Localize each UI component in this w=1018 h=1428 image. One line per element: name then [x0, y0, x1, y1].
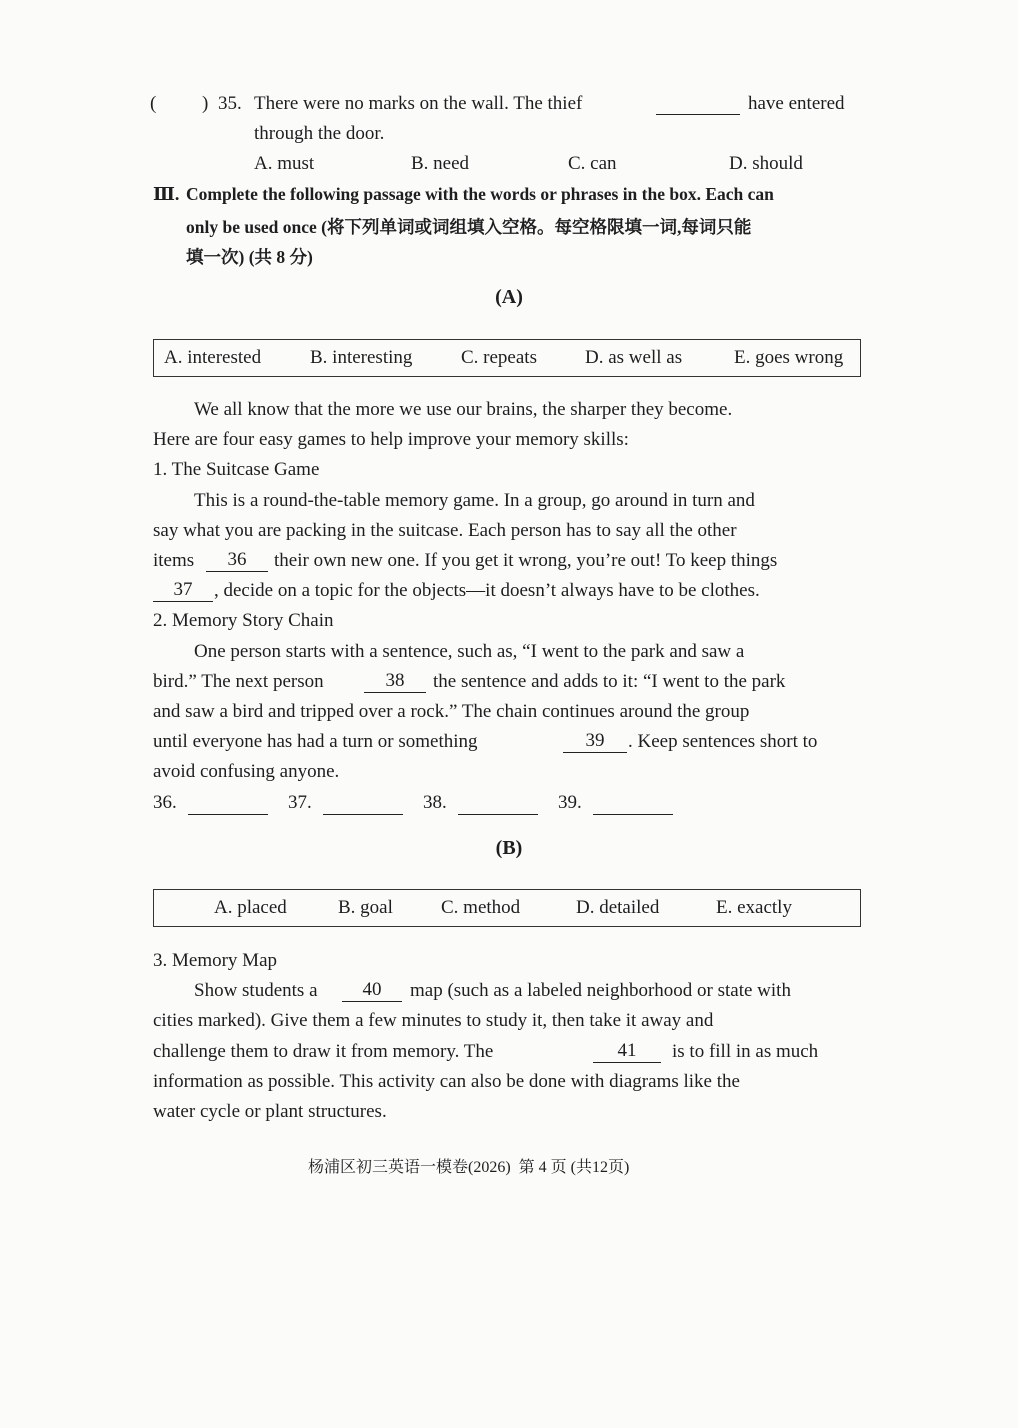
part-b-heading: (B) — [495, 837, 523, 859]
game3-line4: information as possible. This activity can also be done with diagrams like the — [153, 1071, 740, 1092]
question-35-text-end: have entered — [748, 93, 845, 114]
question-35-option-a: A. must — [254, 153, 315, 174]
game1-line2: say what you are packing in the suitcase. Each person has to say all the other — [153, 520, 737, 541]
game2-line2-end: the sentence and adds to it: “I went to the park — [433, 671, 786, 692]
part-a-word-box — [153, 339, 861, 377]
blank-41[interactable]: 41 — [593, 1041, 661, 1063]
answer-field-36[interactable] — [188, 792, 268, 815]
game1-line1: This is a round-the-table memory game. In a group, go around in turn and — [194, 490, 755, 511]
blank-40[interactable]: 40 — [342, 980, 402, 1002]
game3-line1-end: map (such as a labeled neighborhood or state with — [410, 980, 791, 1001]
game3-line1-start: Show students a — [194, 980, 318, 1001]
game3-line3-end: is to fill in as much — [672, 1041, 819, 1062]
blank-38[interactable]: 38 — [364, 671, 426, 693]
answer-field-39[interactable] — [593, 792, 673, 815]
word-box-option-c: C. repeats — [461, 347, 537, 368]
part-a-heading: (A) — [495, 286, 523, 308]
section-instructions-line1: Complete the following passage with the words or phrases in the box. Each can — [186, 184, 774, 204]
word-box-option-a: A. interested — [164, 347, 262, 368]
answer-field-37[interactable] — [323, 792, 403, 815]
page-footer: 杨浦区初三英语一模卷(2026) 第 4 页 (共12页) — [308, 1159, 630, 1176]
word-box-b-option-b: B. goal — [338, 897, 393, 918]
section-numeral: Ⅲ. — [153, 184, 180, 204]
answer-label-39: 39. — [558, 792, 582, 813]
answer-paren-open: ( — [150, 93, 157, 114]
question-35-number: 35. — [218, 93, 242, 114]
game1-title: 1. The Suitcase Game — [153, 459, 320, 480]
word-box-b-option-c: C. method — [441, 897, 521, 918]
blank-39[interactable]: 39 — [563, 731, 627, 753]
section-instructions-line3: 填一次) (共 8 分) — [186, 247, 313, 267]
word-box-option-d: D. as well as — [585, 347, 683, 368]
blank-36[interactable]: 36 — [206, 550, 268, 572]
part-b-word-box — [153, 889, 861, 927]
game1-line3-end: their own new one. If you get it wrong, you’re out! To keep things — [274, 550, 778, 571]
game2-line1: One person starts with a sentence, such as, “I went to the park and saw a — [194, 641, 745, 662]
game2-title: 2. Memory Story Chain — [153, 610, 334, 631]
game3-line3-start: challenge them to draw it from memory. The — [153, 1041, 494, 1062]
game2-line2-start: bird.” The next person — [153, 671, 324, 692]
word-box-b-option-a: A. placed — [214, 897, 287, 918]
intro-line1: We all know that the more we use our brains, the sharper they become. — [194, 399, 733, 420]
answer-label-36: 36. — [153, 792, 177, 813]
section-instructions-line2: only be used once (将下列单词或词组填入空格。每空格限填一词,每词只能 — [186, 217, 752, 237]
game2-line3: and saw a bird and tripped over a rock.” The chain continues around the group — [153, 701, 750, 722]
game3-line5: water cycle or plant structures. — [153, 1101, 387, 1122]
word-box-b-option-e: E. exactly — [716, 897, 792, 918]
question-35-option-d: D. should — [729, 153, 803, 174]
question-35-option-c: C. can — [568, 153, 617, 174]
question-35-text: There were no marks on the wall. The thief — [254, 93, 583, 114]
answer-paren-close: ) — [202, 93, 209, 114]
word-box-option-e: E. goes wrong — [734, 347, 844, 368]
game2-line4-start: until everyone has had a turn or something — [153, 731, 478, 752]
game3-title: 3. Memory Map — [153, 950, 278, 971]
blank-37[interactable]: 37 — [153, 580, 213, 602]
answer-field-38[interactable] — [458, 792, 538, 815]
question-35-option-b: B. need — [411, 153, 470, 174]
word-box-option-b: B. interesting — [310, 347, 413, 368]
question-35-blank[interactable] — [656, 93, 740, 115]
answer-label-38: 38. — [423, 792, 447, 813]
game2-line5: avoid confusing anyone. — [153, 761, 340, 782]
answer-label-37: 37. — [288, 792, 312, 813]
game2-line4-end: . Keep sentences short to — [628, 731, 818, 752]
game1-line4: , decide on a topic for the objects—it doesn’t always have to be clothes. — [214, 580, 760, 601]
game3-line2: cities marked). Give them a few minutes to study it, then take it away and — [153, 1010, 714, 1031]
intro-line2: Here are four easy games to help improve your memory skills: — [153, 429, 629, 450]
game1-line3-start: items — [153, 550, 195, 571]
word-box-b-option-d: D. detailed — [576, 897, 660, 918]
question-35-text-line2: through the door. — [254, 123, 385, 144]
